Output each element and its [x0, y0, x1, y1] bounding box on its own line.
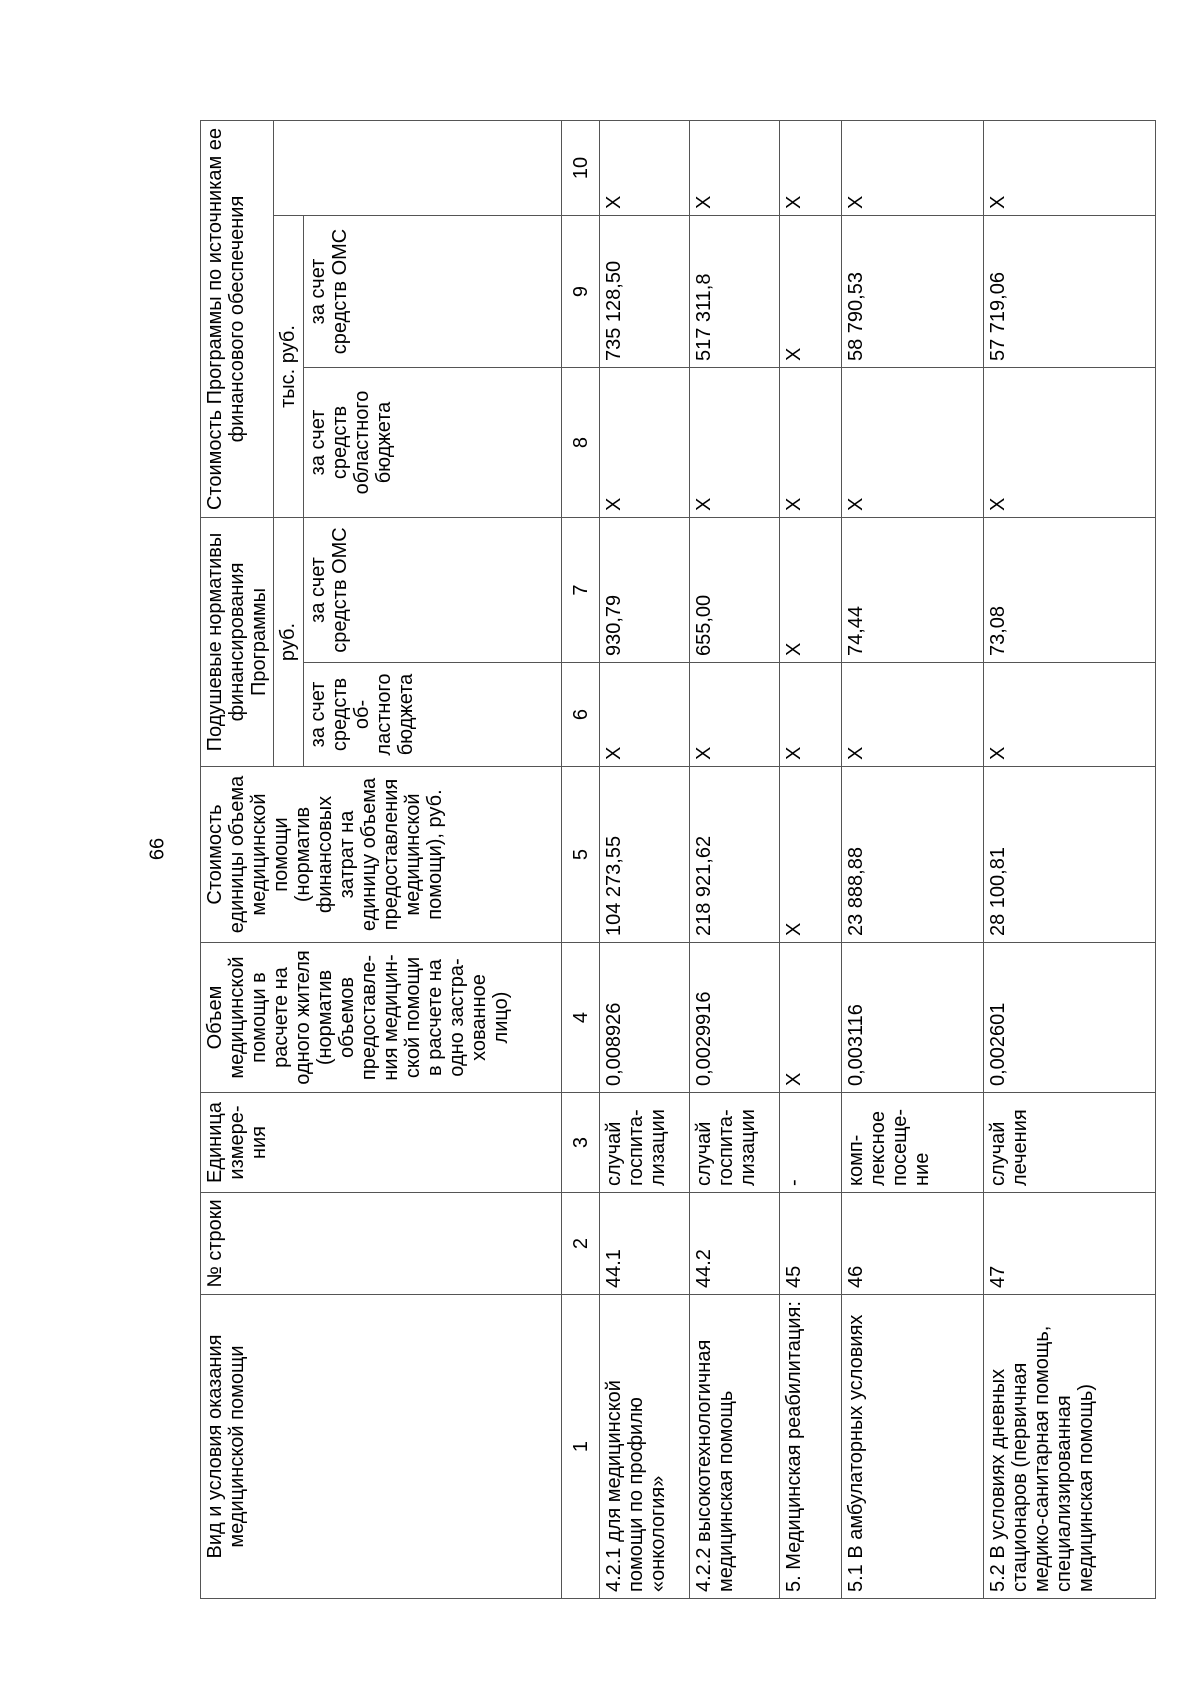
row-cost: 28 100,81 [984, 767, 1156, 943]
row-volume: 0,002601 [984, 943, 1156, 1093]
row-name: 5.1 В амбулаторных условиях [842, 1295, 984, 1599]
header-volume: Объем медицинской помощи в расчете на одного жителя (норматив объемов предоставле-ния медицин-ской помощи в расчете на одно застра-хованное лицо) [201, 943, 562, 1093]
row-name: 4.2.1 для медицинской помощи по профилю «онкология» [600, 1295, 690, 1599]
row-cost: X [780, 767, 842, 943]
row-cost-oms: 58 790,53 [842, 216, 984, 368]
row-regional-budget: X [842, 663, 984, 767]
header-row-1 [201, 121, 274, 1599]
table-row [842, 121, 984, 1599]
row-volume: 0,003116 [842, 943, 984, 1093]
row-unit: случай госпита-лизации [600, 1093, 690, 1193]
row-line: 44.2 [690, 1193, 780, 1295]
col-number: 6 [562, 663, 600, 767]
col-number: 7 [562, 518, 600, 663]
row-unit: случай госпита-лизации [690, 1093, 780, 1193]
row-percent: X [780, 121, 842, 216]
row-cost-oms: X [780, 216, 842, 368]
row-oms: 655,00 [690, 518, 780, 663]
row-cost: 218 921,62 [690, 767, 780, 943]
row-line: 44.1 [600, 1193, 690, 1295]
row-name: 4.2.2 высокотехнологичная медицинская помощь [690, 1295, 780, 1599]
row-line: 47 [984, 1193, 1156, 1295]
row-cost-oms: 57 719,06 [984, 216, 1156, 368]
row-percent: X [690, 121, 780, 216]
row-regional-budget: X [600, 663, 690, 767]
header-kind: Вид и условия оказания медицинской помощи [201, 1295, 562, 1599]
row-percent: X [842, 121, 984, 216]
row-cost-oms: 517 311,8 [690, 216, 780, 368]
col-number: 3 [562, 1093, 600, 1193]
row-cost: 23 888,88 [842, 767, 984, 943]
row-unit: случай лечения [984, 1093, 1156, 1193]
row-oms: 930,79 [600, 518, 690, 663]
row-oms: 74,44 [842, 518, 984, 663]
row-volume: X [780, 943, 842, 1093]
row-line: 46 [842, 1193, 984, 1295]
col-number: 4 [562, 943, 600, 1093]
row-oms: 73,08 [984, 518, 1156, 663]
row-cost-regional: X [600, 368, 690, 518]
row-cost-regional: X [690, 368, 780, 518]
header-per-capita-group: Подушевые нормативы финансирования Программы [201, 518, 274, 767]
col-number: 2 [562, 1193, 600, 1295]
header-line-number: № строки [201, 1193, 562, 1295]
header-cost-regional-budget: за счет средств областного бюджета [304, 368, 562, 518]
col-number: 1 [562, 1295, 600, 1599]
row-name: 5. Медицинская реабилитация: [780, 1295, 842, 1599]
table-row [600, 121, 690, 1599]
row-cost-oms: 735 128,50 [600, 216, 690, 368]
col-number: 8 [562, 368, 600, 518]
row-cost-regional: X [842, 368, 984, 518]
header-oms: за счет средств ОМС [304, 518, 562, 663]
header-empty-cell [274, 121, 562, 216]
table-row [780, 121, 842, 1599]
financing-table [200, 120, 1156, 1599]
column-numbers-row [562, 121, 600, 1599]
header-unit-cost: Стоимость единицы объема медицинской помощи (норматив финансовых затрат на единицу объема предоставления медицинской помощи), руб. [201, 767, 562, 943]
header-regional-budget: за счет средств об-ластного бюджета [304, 663, 562, 767]
row-volume: 0,008926 [600, 943, 690, 1093]
row-regional-budget: X [780, 663, 842, 767]
rotated-table-container [200, 121, 1152, 1599]
row-unit: комп-лексное посеще-ние [842, 1093, 984, 1193]
row-regional-budget: X [984, 663, 1156, 767]
row-percent: X [984, 121, 1156, 216]
row-cost-regional: X [780, 368, 842, 518]
header-program-cost-group: Стоимость Программы по источникам ее финансового обеспечения [201, 121, 274, 518]
row-name: 5.2 В условиях дневных стационаров (первичная медико-санитарная помощь, специализированная медицинская помощь) [984, 1295, 1156, 1599]
row-cost: 104 273,55 [600, 767, 690, 943]
header-program-cost-unit: тыс. руб. [274, 216, 304, 518]
col-number: 10 [562, 121, 600, 216]
row-percent: X [600, 121, 690, 216]
row-oms: X [780, 518, 842, 663]
row-line: 45 [780, 1193, 842, 1295]
table-row [690, 121, 780, 1599]
row-regional-budget: X [690, 663, 780, 767]
row-volume: 0,0029916 [690, 943, 780, 1093]
row-cost-regional: X [984, 368, 1156, 518]
page-number: 66 [146, 837, 169, 861]
col-number: 5 [562, 767, 600, 943]
table-row [984, 121, 1156, 1599]
row-unit: - [780, 1093, 842, 1193]
header-cost-oms: за счет средств ОМС [304, 216, 562, 368]
header-unit: Единица измере-ния [201, 1093, 562, 1193]
header-per-capita-unit: руб. [274, 518, 304, 767]
col-number: 9 [562, 216, 600, 368]
